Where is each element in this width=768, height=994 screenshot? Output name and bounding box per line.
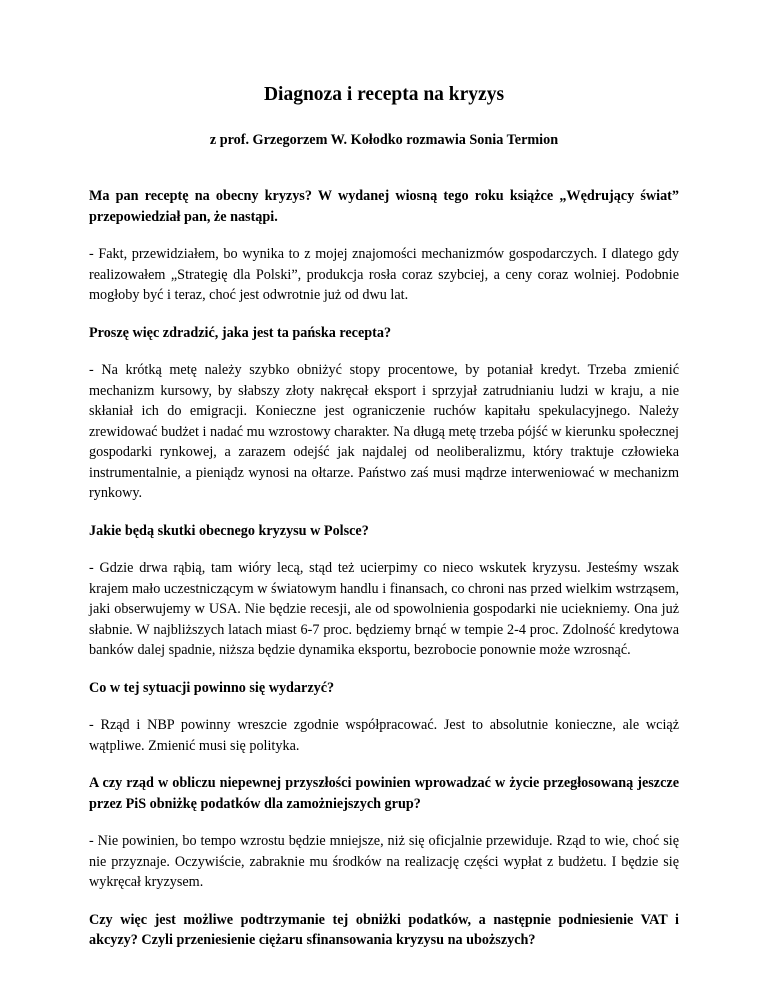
interview-body xyxy=(89,186,679,951)
interview-answer: - Gdzie drwa rąbią, tam wióry lecą, stąd też ucierpimy co nieco wskutek kryzysu. Jesteśmy wszak krajem mało uczestniczącym w światowym handlu i finansach, co chroni nas przed wielkim wstrząsem, jaki obserwujemy w USA. Nie będzie recesji, ale od spowolnienia gospodarki nie uciekniemy. Ona już słabnie. W najbliższych latach miast 6-7 proc. będziemy brnąć w tempie 2-4 proc. Zdolność kredytowa banków dalej spadnie, niższa będzie dynamika eksportu, bezrobocie ponownie może wzrosnąć. xyxy=(89,560,679,658)
interview-question: Co w tej sytuacji powinno się wydarzyć? xyxy=(89,679,335,696)
interview-question: Proszę więc zdradzić, jaka jest ta pańska recepta? xyxy=(89,324,392,341)
document-title: Diagnoza i recepta na kryzys xyxy=(263,84,505,105)
interview-answer: - Fakt, przewidziałem, bo wynika to z mojej znajomości mechanizmów gospodarczych. I dlatego gdy realizowałem „Strategię dla Polski”, produkcja rosła coraz szybciej, a ceny coraz wolniej. Podobnie mogłoby być i teraz, choć jest odwrotnie już od dwu lat. xyxy=(89,246,679,303)
document-subtitle: z prof. Grzegorzem W. Kołodko rozmawia Sonia Termion xyxy=(209,132,559,148)
interview-answer: - Nie powinien, bo tempo wzrostu będzie mniejsze, niż się oficjalnie przewiduje. Rząd to wie, choć się nie przyznaje. Oczywiście, zabraknie mu środków na realizację części wypłat z budżetu. I będzie się wykręcał kryzysem. xyxy=(89,833,679,890)
interview-question: Czy więc jest możliwe podtrzymanie tej obniżki podatków, a następnie podniesienie VAT i akcyzy? Czyli przeniesienie ciężaru sfinansowania kryzysu na uboższych? xyxy=(89,911,679,948)
interview-question: A czy rząd w obliczu niepewnej przyszłości powinien wprowadzać w życie przegłosowaną jeszcze przez PiS obniżkę podatków dla zamożniejszych grup? xyxy=(89,775,679,812)
interview-answer: - Rząd i NBP powinny wreszcie zgodnie współpracować. Jest to absolutnie konieczne, ale wciąż wątpliwe. Zmienić musi się polityka. xyxy=(89,717,679,754)
interview-question: Jakie będą skutki obecnego kryzysu w Polsce? xyxy=(89,522,369,539)
interview-question: Ma pan receptę na obecny kryzys? W wydanej wiosną tego roku książce „Wędrujący świat” przepowiedział pan, że nastąpi. xyxy=(89,188,679,225)
interview-answer: - Na krótką metę należy szybko obniżyć stopy procentowe, by potaniał kredyt. Trzeba zmienić mechanizm kursowy, by słabszy złoty nakręcał eksport i sprzyjał zatrudnianiu ludzi w kraju, a nie skłaniał ich do emigracji. Konieczne jest ograniczenie ruchów kapitału spekulacyjnego. Należy zrewidować budżet i nadać mu wzrostowy charakter. Na długą metę trzeba pójść w kierunku społecznej gospodarki rynkowej, a zarazem odejść jak najdalej od neoliberalizmu, który traktuje człowieka instrumentalnie, a pieniądz wynosi na ołtarze. Państwo zaś musi mądrze interweniować w mechanizm rynkowy. xyxy=(89,362,679,501)
